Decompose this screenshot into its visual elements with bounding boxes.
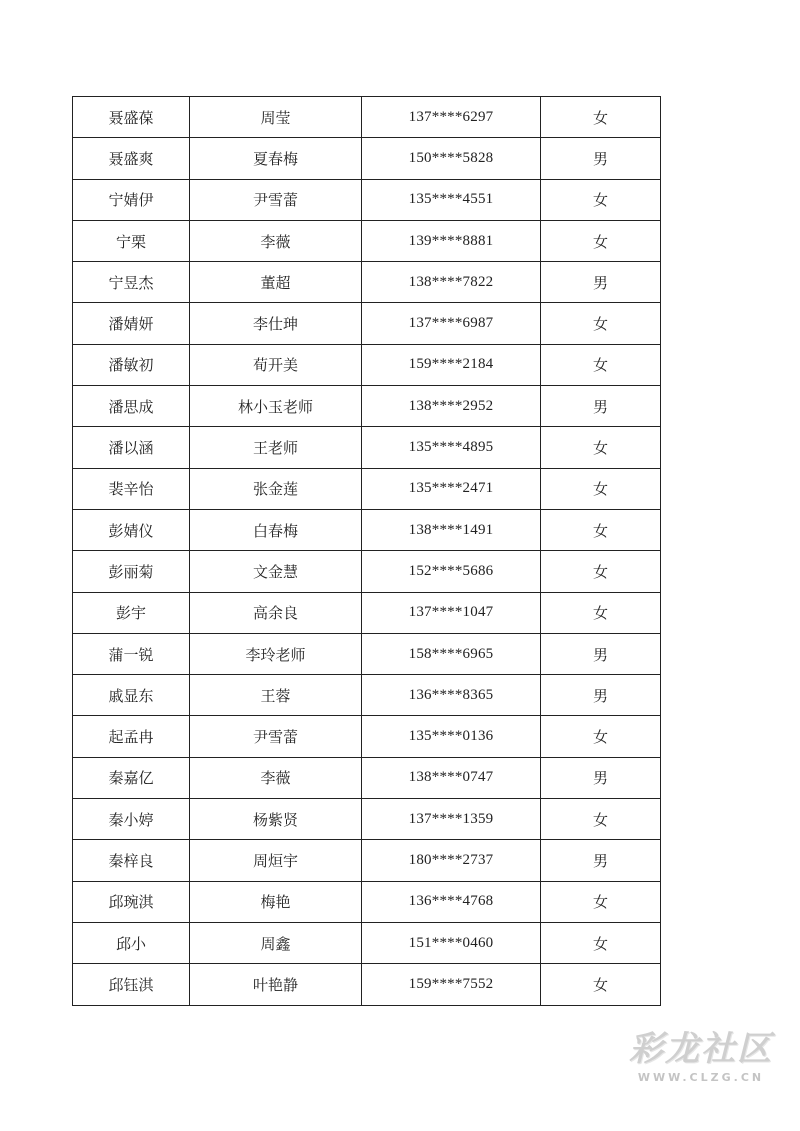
gender-cell: 女 xyxy=(541,964,661,1005)
table-row xyxy=(73,551,661,592)
teacher-name-cell: 梅艳 xyxy=(190,881,362,922)
teacher-name-cell: 王蓉 xyxy=(190,675,362,716)
phone-cell: 137****6297 xyxy=(362,97,541,138)
table-row xyxy=(73,179,661,220)
phone-cell: 159****7552 xyxy=(362,964,541,1005)
phone-cell: 138****1491 xyxy=(362,509,541,550)
teacher-name-cell: 尹雪蕾 xyxy=(190,179,362,220)
phone-cell: 137****1359 xyxy=(362,799,541,840)
gender-cell: 女 xyxy=(541,881,661,922)
phone-cell: 159****2184 xyxy=(362,344,541,385)
table-row xyxy=(73,427,661,468)
student-name-cell: 宁婧伊 xyxy=(73,179,190,220)
phone-cell: 152****5686 xyxy=(362,551,541,592)
teacher-name-cell: 李薇 xyxy=(190,220,362,261)
student-name-cell: 邱小 xyxy=(73,922,190,963)
student-name-cell: 彭丽菊 xyxy=(73,551,190,592)
gender-cell: 女 xyxy=(541,468,661,509)
phone-cell: 135****4895 xyxy=(362,427,541,468)
teacher-name-cell: 李玲老师 xyxy=(190,633,362,674)
teacher-name-cell: 李仕珅 xyxy=(190,303,362,344)
gender-cell: 男 xyxy=(541,138,661,179)
watermark-logo: 彩龙社区 xyxy=(629,1029,773,1069)
teacher-name-cell: 张金莲 xyxy=(190,468,362,509)
teacher-name-cell: 董超 xyxy=(190,262,362,303)
teacher-name-cell: 王老师 xyxy=(190,427,362,468)
phone-cell: 158****6965 xyxy=(362,633,541,674)
gender-cell: 男 xyxy=(541,386,661,427)
teacher-name-cell: 高余良 xyxy=(190,592,362,633)
student-name-cell: 潘以涵 xyxy=(73,427,190,468)
table-row xyxy=(73,840,661,881)
teacher-name-cell: 林小玉老师 xyxy=(190,386,362,427)
gender-cell: 女 xyxy=(541,427,661,468)
phone-cell: 137****6987 xyxy=(362,303,541,344)
phone-cell: 135****0136 xyxy=(362,716,541,757)
table-row xyxy=(73,262,661,303)
roster-table-body xyxy=(73,97,661,1006)
student-name-cell: 彭婧仪 xyxy=(73,509,190,550)
phone-cell: 135****2471 xyxy=(362,468,541,509)
phone-cell: 151****0460 xyxy=(362,922,541,963)
gender-cell: 男 xyxy=(541,633,661,674)
gender-cell: 男 xyxy=(541,675,661,716)
teacher-name-cell: 周烜宇 xyxy=(190,840,362,881)
student-name-cell: 潘思成 xyxy=(73,386,190,427)
table-row xyxy=(73,509,661,550)
student-name-cell: 潘敏初 xyxy=(73,344,190,385)
gender-cell: 女 xyxy=(541,303,661,344)
student-name-cell: 彭宇 xyxy=(73,592,190,633)
watermark-url: WWW.CLZG.CN xyxy=(637,1071,765,1084)
teacher-name-cell: 李薇 xyxy=(190,757,362,798)
table-row xyxy=(73,675,661,716)
teacher-name-cell: 杨紫贤 xyxy=(190,799,362,840)
gender-cell: 女 xyxy=(541,220,661,261)
gender-cell: 女 xyxy=(541,716,661,757)
teacher-name-cell: 尹雪蕾 xyxy=(190,716,362,757)
phone-cell: 138****7822 xyxy=(362,262,541,303)
student-name-cell: 宁昱杰 xyxy=(73,262,190,303)
teacher-name-cell: 白春梅 xyxy=(190,509,362,550)
phone-cell: 138****2952 xyxy=(362,386,541,427)
phone-cell: 137****1047 xyxy=(362,592,541,633)
phone-cell: 136****8365 xyxy=(362,675,541,716)
table-row xyxy=(73,922,661,963)
student-name-cell: 宁栗 xyxy=(73,220,190,261)
phone-cell: 139****8881 xyxy=(362,220,541,261)
phone-cell: 136****4768 xyxy=(362,881,541,922)
table-row xyxy=(73,468,661,509)
phone-cell: 180****2737 xyxy=(362,840,541,881)
gender-cell: 男 xyxy=(541,840,661,881)
student-name-cell: 邱钰淇 xyxy=(73,964,190,1005)
table-row xyxy=(73,138,661,179)
gender-cell: 女 xyxy=(541,551,661,592)
teacher-name-cell: 荀开美 xyxy=(190,344,362,385)
table-row xyxy=(73,303,661,344)
gender-cell: 女 xyxy=(541,344,661,385)
phone-cell: 135****4551 xyxy=(362,179,541,220)
table-row xyxy=(73,220,661,261)
gender-cell: 女 xyxy=(541,97,661,138)
teacher-name-cell: 周鑫 xyxy=(190,922,362,963)
table-row xyxy=(73,344,661,385)
table-row xyxy=(73,757,661,798)
student-name-cell: 起孟冉 xyxy=(73,716,190,757)
table-row xyxy=(73,964,661,1005)
student-name-cell: 蒲一锐 xyxy=(73,633,190,674)
table-row xyxy=(73,881,661,922)
gender-cell: 女 xyxy=(541,179,661,220)
table-row xyxy=(73,799,661,840)
gender-cell: 女 xyxy=(541,922,661,963)
phone-cell: 150****5828 xyxy=(362,138,541,179)
teacher-name-cell: 夏春梅 xyxy=(190,138,362,179)
student-name-cell: 裴辛怡 xyxy=(73,468,190,509)
student-name-cell: 秦嘉亿 xyxy=(73,757,190,798)
student-name-cell: 戚显东 xyxy=(73,675,190,716)
table-row xyxy=(73,386,661,427)
student-name-cell: 秦小婷 xyxy=(73,799,190,840)
gender-cell: 女 xyxy=(541,799,661,840)
table-row xyxy=(73,592,661,633)
student-name-cell: 秦梓良 xyxy=(73,840,190,881)
teacher-name-cell: 周莹 xyxy=(190,97,362,138)
gender-cell: 女 xyxy=(541,509,661,550)
gender-cell: 男 xyxy=(541,262,661,303)
student-name-cell: 聂盛葆 xyxy=(73,97,190,138)
student-name-cell: 潘婧妍 xyxy=(73,303,190,344)
gender-cell: 男 xyxy=(541,757,661,798)
roster-table xyxy=(72,96,661,1006)
teacher-name-cell: 叶艳静 xyxy=(190,964,362,1005)
table-row xyxy=(73,97,661,138)
table-row xyxy=(73,716,661,757)
phone-cell: 138****0747 xyxy=(362,757,541,798)
teacher-name-cell: 文金慧 xyxy=(190,551,362,592)
student-name-cell: 邱琬淇 xyxy=(73,881,190,922)
watermark xyxy=(616,1027,786,1117)
gender-cell: 女 xyxy=(541,592,661,633)
table-row xyxy=(73,633,661,674)
student-name-cell: 聂盛爽 xyxy=(73,138,190,179)
